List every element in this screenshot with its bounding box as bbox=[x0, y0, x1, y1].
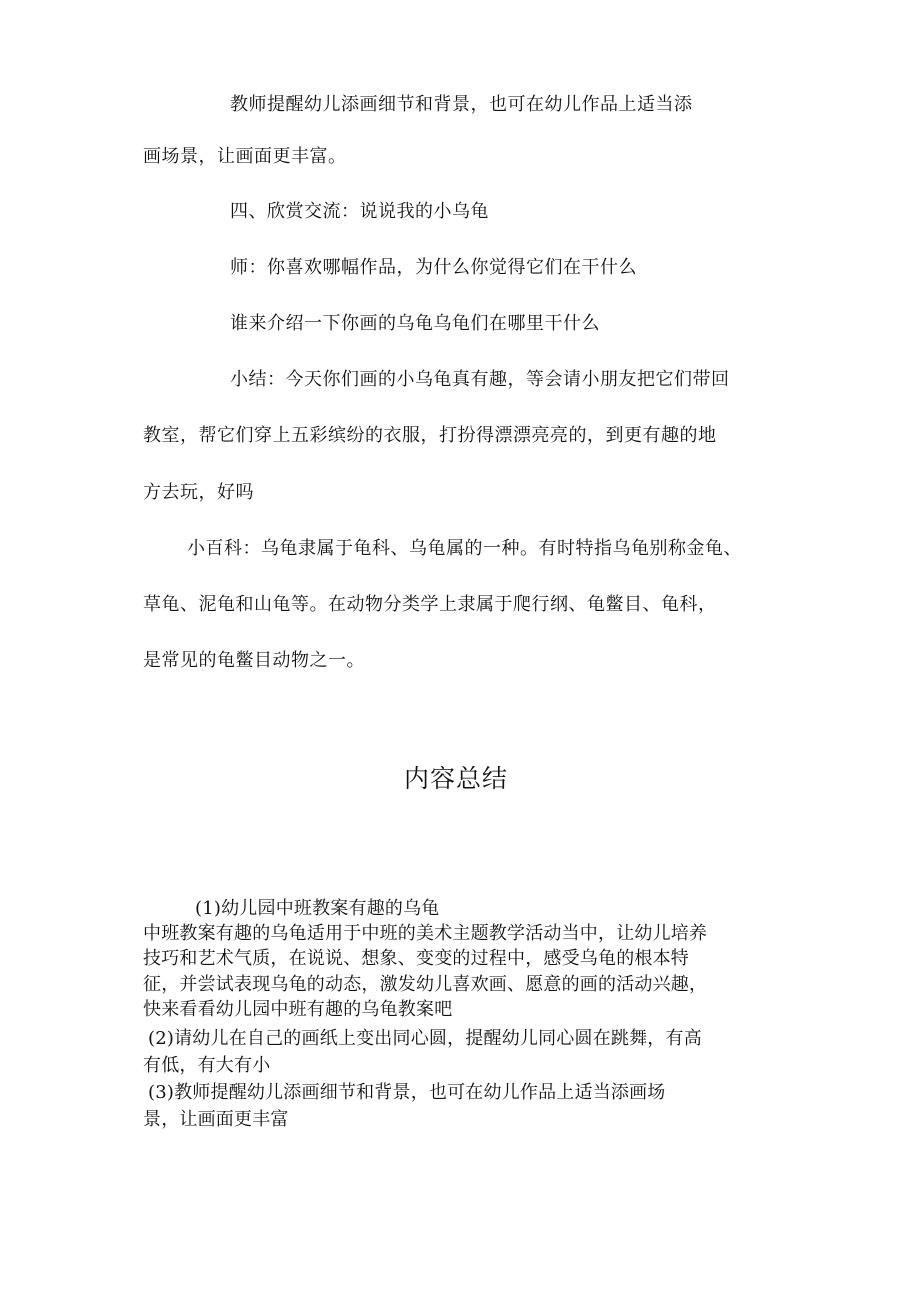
summary-item-heading: (1)幼儿园中班教案有趣的乌龟 bbox=[195, 898, 440, 919]
summary-title: 内容总结 bbox=[404, 764, 509, 793]
summary-line: 中班教案有趣的乌龟适用于中班的美术主题教学活动当中，让幼儿培养 bbox=[143, 923, 708, 944]
paragraph-line: 草龟、泥龟和山龟等。在动物分类学上隶属于爬行纲、龟鳖目、龟科， bbox=[143, 594, 717, 615]
section-heading: 四、欣赏交流：说说我的小乌龟 bbox=[230, 201, 489, 222]
paragraph-line: 小结：今天你们画的小乌龟真有趣，等会请小朋友把它们带回 bbox=[230, 369, 730, 390]
paragraph-line: 是常见的龟鳖目动物之一。 bbox=[143, 650, 365, 671]
paragraph-line: 师：你喜欢哪幅作品，为什么你觉得它们在干什么 bbox=[230, 257, 637, 278]
paragraph-line: 画场景，让画面更丰富。 bbox=[143, 146, 347, 167]
paragraph-line: 教室，帮它们穿上五彩缤纷的衣服，打扮得漂漂亮亮的，到更有趣的地 bbox=[143, 425, 717, 446]
paragraph-line: 谁来介绍一下你画的乌龟乌龟们在哪里干什么 bbox=[230, 313, 600, 334]
summary-line: 景，让画面更丰富 bbox=[143, 1109, 289, 1130]
summary-line: 技巧和艺术气质，在说说、想象、变变的过程中，感受乌龟的根本特 bbox=[143, 948, 689, 969]
summary-line: (3)教师提醒幼儿添画细节和背景，也可在幼儿作品上适当添画场 bbox=[148, 1082, 666, 1103]
paragraph-line: 小百科：乌龟隶属于龟科、乌龟属的一种。有时特指乌龟别称金龟、 bbox=[187, 538, 742, 559]
summary-line: 征，并尝试表现乌龟的动态，激发幼儿喜欢画、愿意的画的活动兴趣， bbox=[143, 974, 708, 995]
paragraph-line: 方去玩，好吗 bbox=[143, 482, 254, 503]
summary-line: 有低，有大有小 bbox=[143, 1055, 271, 1076]
paragraph-line: 教师提醒幼儿添画细节和背景，也可在幼儿作品上适当添 bbox=[230, 94, 693, 115]
summary-line: 快来看看幼儿园中班有趣的乌龟教案吧 bbox=[143, 999, 453, 1020]
summary-line: (2)请幼儿在自己的画纸上变出同心圆，提醒幼儿同心圆在跳舞，有高 bbox=[148, 1028, 702, 1049]
